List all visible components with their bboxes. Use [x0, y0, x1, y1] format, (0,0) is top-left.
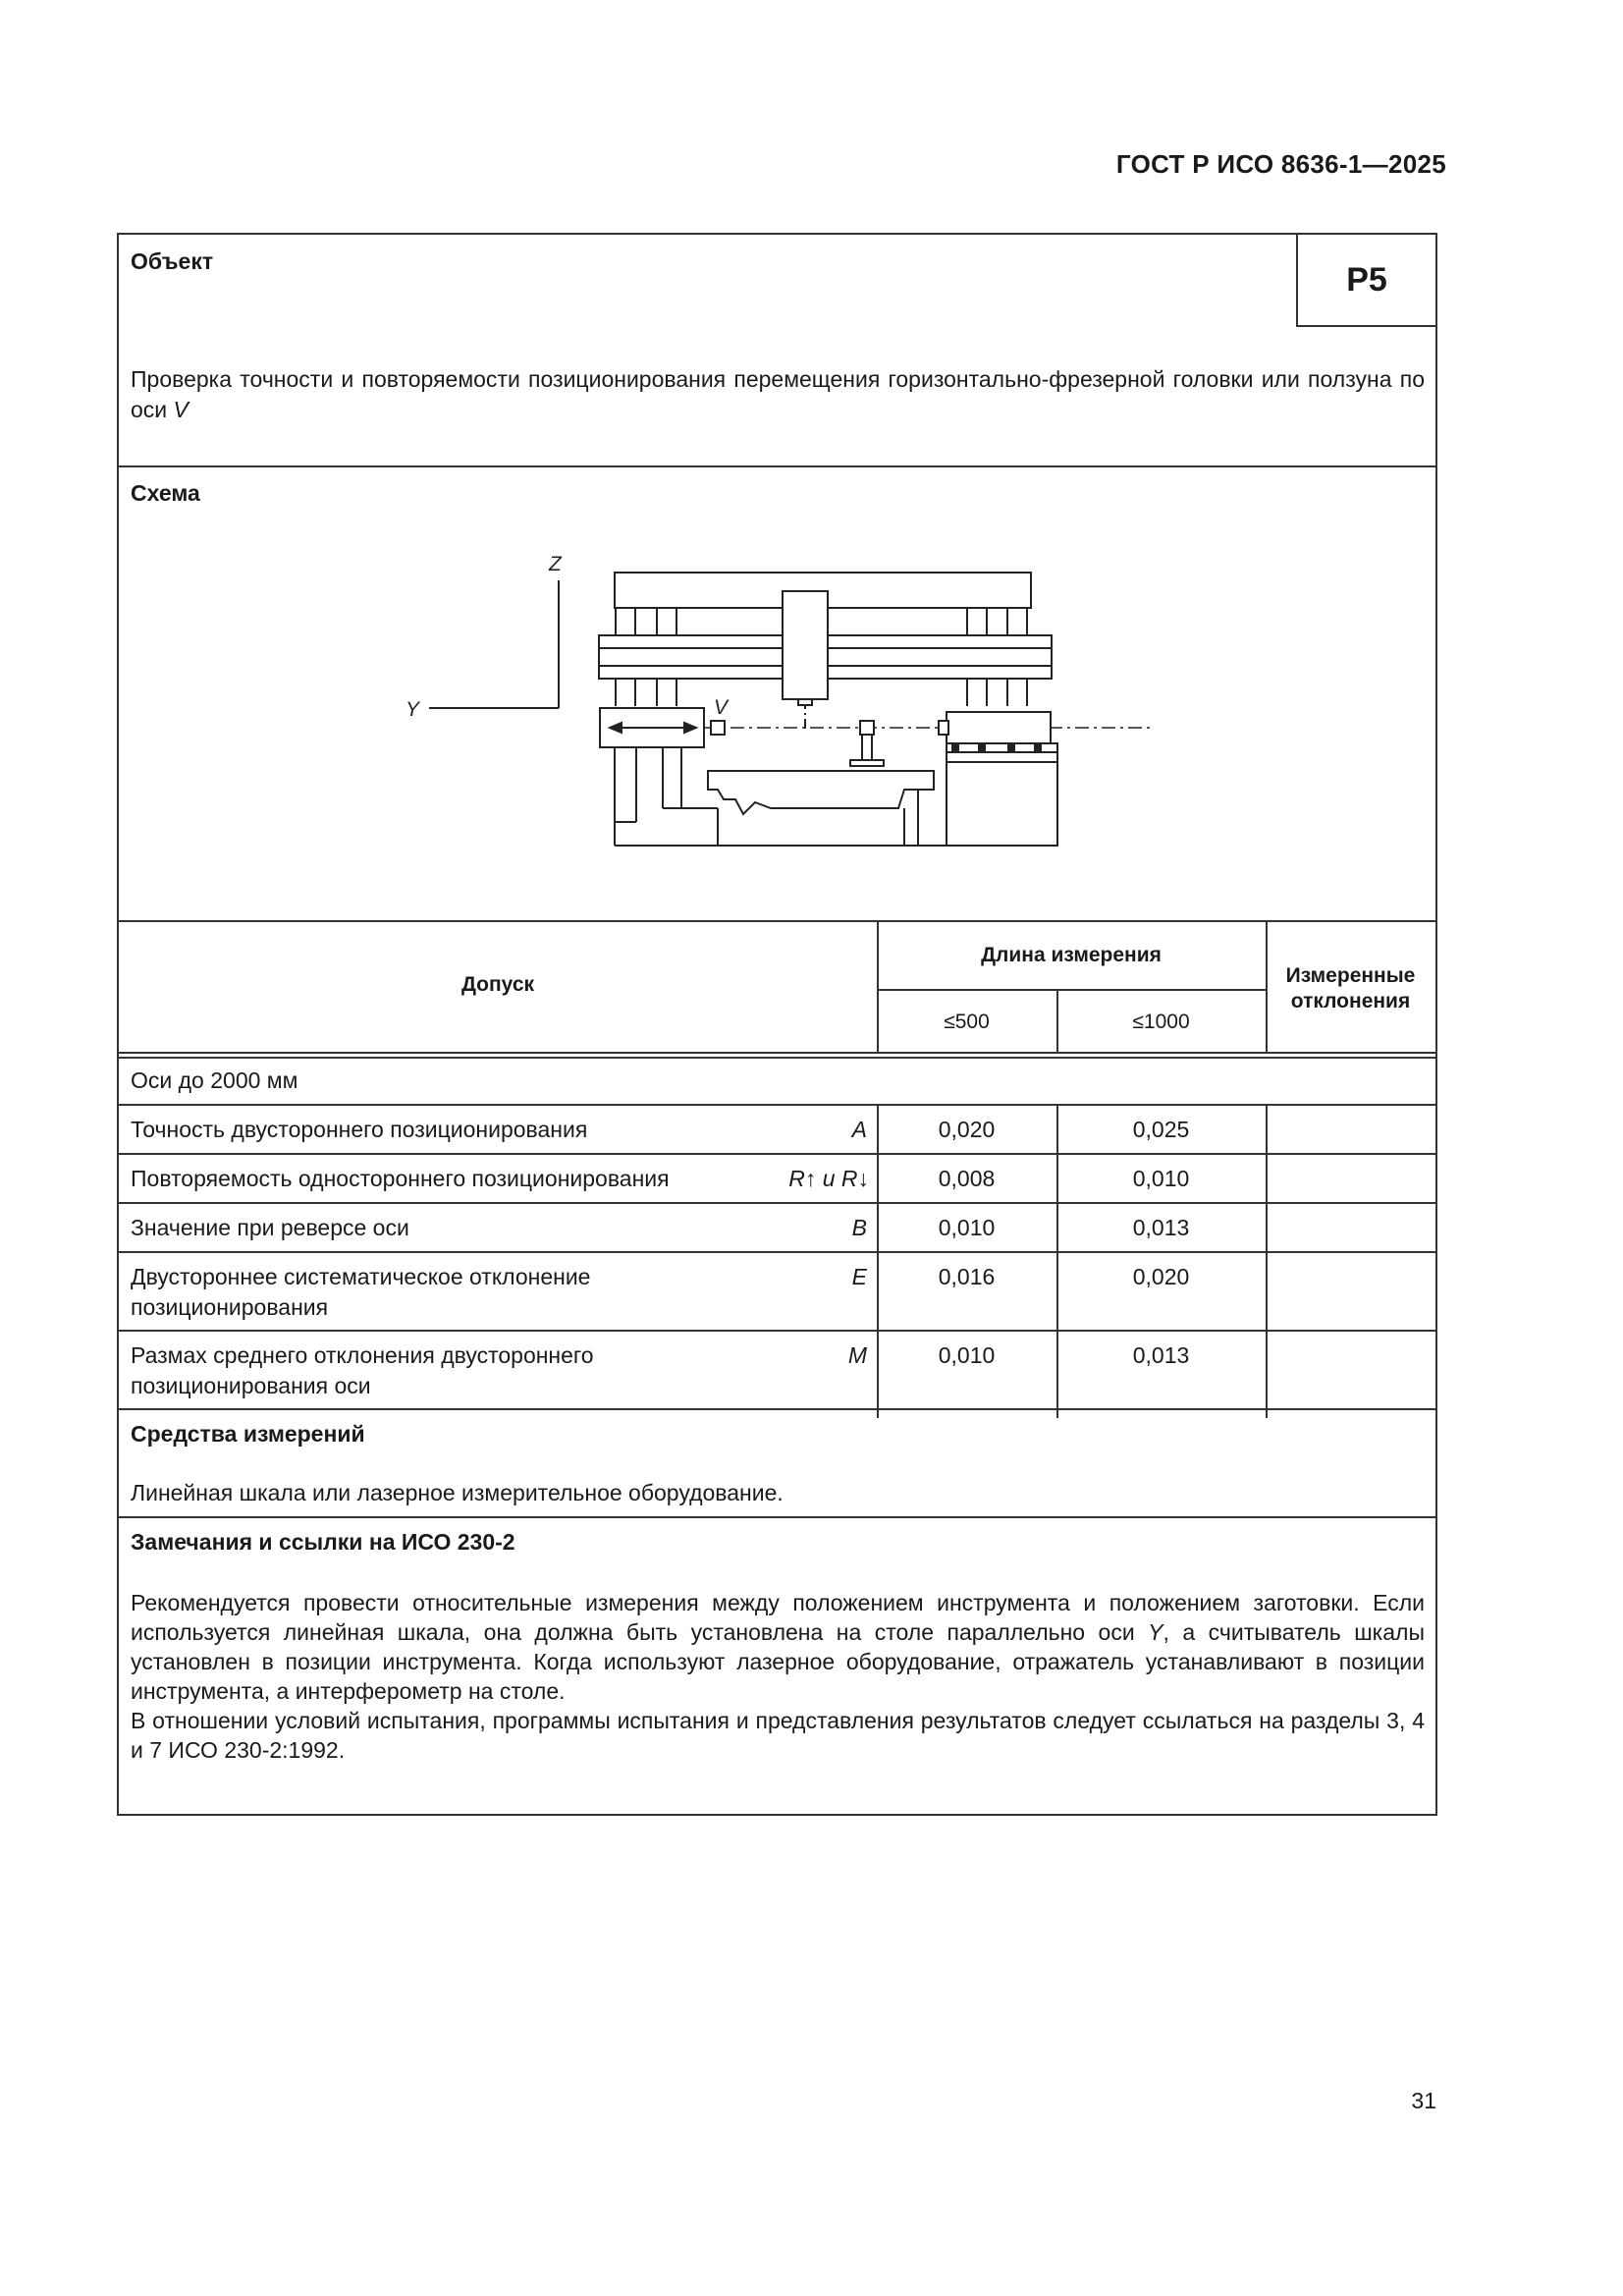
notes-paragraph-2: В отношении условий испытания, программы испытания и представления результатов следует ссылаться на разделы 3, 4 и 7 ИСО 230-2:1992.	[131, 1708, 1425, 1763]
instruments-title: Средства измерений	[131, 1421, 365, 1447]
reader-head	[860, 721, 874, 735]
test-code: P5	[1346, 260, 1387, 299]
row-label: Двустороннее систематическое отклонение позиционирования	[131, 1264, 591, 1320]
object-description-text: Проверка точности и повторяемости позиционирования перемещения горизонтально-фрезерной головки или ползуна по оси	[131, 366, 1425, 422]
notes-p1-axis: Y	[1148, 1619, 1163, 1645]
vertical-head	[783, 591, 828, 699]
length-col-1000: ≤1000	[1132, 1011, 1190, 1033]
scheme-title: Схема	[131, 480, 200, 506]
z-axis-label: Z	[549, 553, 562, 575]
row-label: Повторяемость одностороннего позиционирования	[131, 1166, 670, 1191]
row-symbol: E	[851, 1264, 867, 1289]
length-col-500: ≤500	[944, 1011, 990, 1033]
measured-header: Измеренные отклонения	[1285, 964, 1416, 1012]
row-label: Точность двустороннего позиционирования	[131, 1117, 588, 1142]
row-value-1000: 0,010	[1132, 1166, 1190, 1191]
col-divider-3	[1266, 920, 1268, 1052]
notes-p1-end: , а считыватель шкалы установлен в позиции инструмента. Когда используют лазерное оборудование, отражатель устанавливают в позиции инструмента, а интерферометр на столе.	[131, 1619, 1425, 1704]
notes-paragraph-1	[131, 1588, 1425, 1706]
row-value-1000: 0,013	[1132, 1342, 1190, 1368]
instruments-text: Линейная шкала или лазерное измерительное оборудование.	[131, 1480, 784, 1505]
row-symbol: A	[851, 1117, 867, 1142]
row-value-1000: 0,025	[1132, 1117, 1190, 1142]
length-header: Длина измерения	[981, 944, 1162, 966]
y-axis-label: Y	[406, 698, 420, 721]
axis-group-label: Оси до 2000 мм	[131, 1067, 298, 1093]
row-value-500: 0,010	[938, 1342, 996, 1368]
row-symbol: B	[851, 1215, 867, 1240]
row-value-500: 0,008	[938, 1166, 996, 1191]
standard-designation: ГОСТ Р ИСО 8636-1—2025	[1115, 149, 1446, 179]
row-label: Значение при реверсе оси	[131, 1215, 409, 1240]
v-axis-label: V	[714, 696, 729, 719]
row-value-500: 0,010	[938, 1215, 996, 1240]
object-title: Объект	[131, 248, 214, 274]
row-value-1000: 0,013	[1132, 1215, 1190, 1240]
row-value-1000: 0,020	[1132, 1264, 1190, 1289]
row-label: Размах среднего отклонения двустороннего позиционирования оси	[131, 1342, 594, 1398]
test-sheet	[117, 233, 1437, 1816]
page-number: 31	[1411, 2088, 1436, 2113]
tolerance-header: Допуск	[460, 973, 535, 996]
row-value-500: 0,016	[938, 1264, 996, 1289]
object-description-axis: V	[173, 397, 189, 422]
notes-title: Замечания и ссылки на ИСО 230-2	[131, 1529, 515, 1555]
row-symbol: M	[847, 1342, 867, 1368]
machine-scheme-diagram	[119, 235, 1435, 922]
right-base	[947, 762, 1057, 846]
machine-table	[708, 771, 934, 814]
divider-scheme	[119, 920, 1435, 922]
reflector	[711, 721, 725, 735]
row-symbol: R↑ и R↓	[788, 1166, 869, 1191]
row-value-500: 0,020	[938, 1117, 996, 1142]
notes-p1-start: Рекомендуется провести относительные измерения между положением инструмента и положением заготовки. Если используется линейная шкала, она должна быть установлена на столе параллельно оси	[131, 1590, 1425, 1645]
right-head	[947, 712, 1051, 743]
